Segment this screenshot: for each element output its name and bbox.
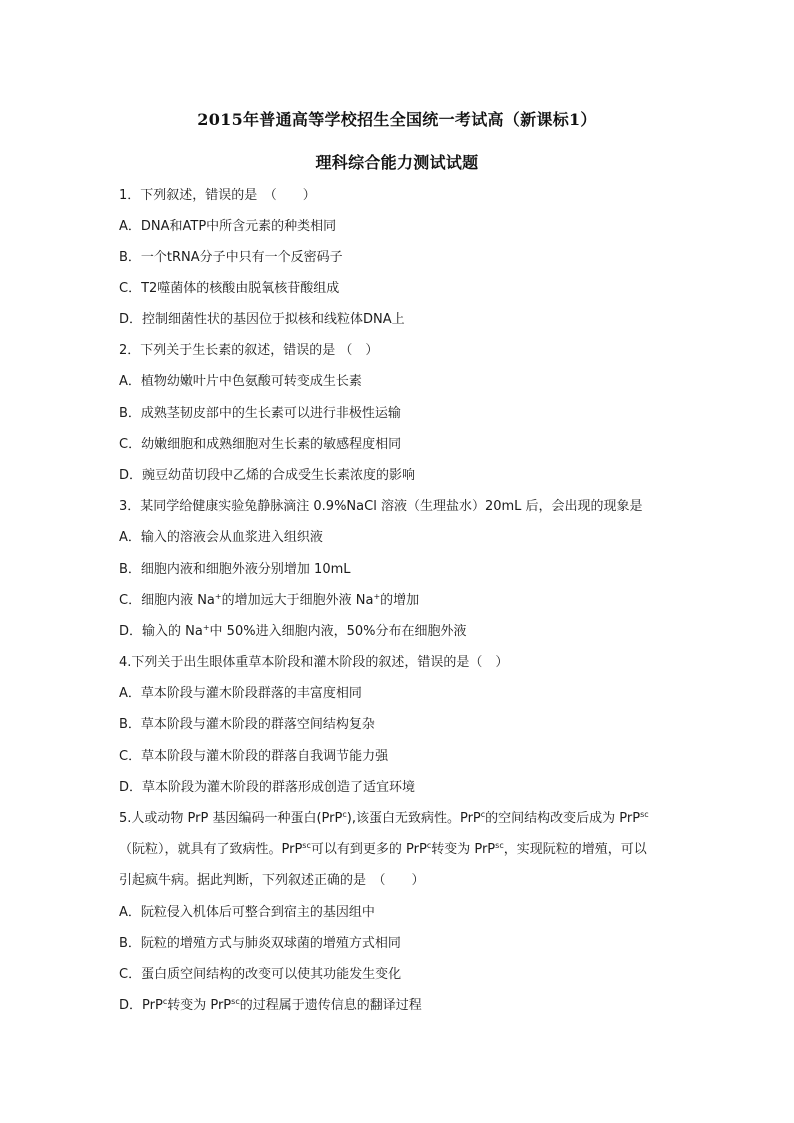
text-segment: D．输入的 Na bbox=[119, 624, 203, 639]
question-1-option-b: B．一个tRNA分子中只有一个反密码子 bbox=[119, 250, 343, 265]
superscript: sc bbox=[302, 841, 311, 850]
question-3-option-b: B．细胞内液和细胞外液分别增加 10mL bbox=[119, 562, 351, 577]
question-5-stem-line-2 bbox=[119, 841, 647, 859]
text-segment: C．细胞内液 Na bbox=[119, 593, 215, 608]
superscript: sc bbox=[640, 810, 649, 819]
question-5-option-c: C．蛋白质空间结构的改变可以使其功能发生变化 bbox=[119, 967, 402, 982]
text-segment: 的增加 bbox=[380, 593, 420, 608]
superscript: sc bbox=[495, 841, 504, 850]
text-segment: 转变为 PrP bbox=[167, 998, 232, 1013]
question-3-stem: 3．某同学给健康实验兔静脉滴注 0.9%NaCl 溶液（生理盐水）20mL 后，会出现的现象是 bbox=[119, 499, 643, 514]
text-segment: （阮粒），就具有了致病性。PrP bbox=[119, 842, 303, 857]
question-5-stem-line-1 bbox=[119, 810, 649, 828]
superscript: + bbox=[373, 592, 381, 601]
exam-title: 2015年普通高等学校招生全国统一考试高（新课标1） bbox=[197, 110, 597, 129]
question-1-option-c: C．T2噬菌体的核酸由脱氧核苷酸组成 bbox=[119, 281, 340, 296]
question-2-option-b: B．成熟茎韧皮部中的生长素可以进行非极性运输 bbox=[119, 406, 401, 421]
text-segment: ，实现阮粒的增殖，可以 bbox=[503, 842, 647, 857]
question-3-option-a: A．输入的溶液会从血浆进入组织液 bbox=[119, 530, 323, 545]
text-segment: 5.人或动物 PrP 基因编码一种蛋白(PrP bbox=[119, 811, 343, 826]
question-5-option-d bbox=[119, 997, 422, 1015]
superscript: c bbox=[480, 810, 486, 819]
question-1-stem: 1．下列叙述，错误的是 （ ） bbox=[119, 188, 316, 203]
question-3-option-c bbox=[119, 592, 419, 610]
question-4-option-d: D．草本阶段为灌木阶段的群落形成创造了适宜环境 bbox=[119, 780, 416, 795]
question-3-option-d bbox=[119, 623, 466, 641]
superscript: c bbox=[162, 997, 168, 1006]
question-1-option-a: A．DNA和ATP中所含元素的种类相同 bbox=[119, 219, 337, 234]
question-4-option-c: C．草本阶段与灌木阶段的群落自我调节能力强 bbox=[119, 749, 389, 764]
superscript: + bbox=[214, 592, 222, 601]
question-4-stem: 4.下列关于出生眼体重草本阶段和灌木阶段的叙述，错误的是（ ） bbox=[119, 655, 509, 670]
question-5-option-b: B．阮粒的增殖方式与肺炎双球菌的增殖方式相同 bbox=[119, 936, 401, 951]
question-4-option-b: B．草本阶段与灌木阶段的群落空间结构复杂 bbox=[119, 717, 375, 732]
question-2-option-a: A．植物幼嫩叶片中色氨酸可转变成生长素 bbox=[119, 374, 362, 389]
text-segment: 可以有到更多的 PrP bbox=[310, 842, 427, 857]
question-5-stem-line-3: 引起疯牛病。据此判断，下列叙述正确的是 （ ） bbox=[119, 873, 425, 888]
text-segment: 中 50%进入细胞内液，50%分布在细胞外液 bbox=[209, 624, 467, 639]
superscript: c bbox=[342, 810, 347, 819]
text-segment: 的增加远大于细胞外液 Na bbox=[221, 593, 374, 608]
superscript: + bbox=[202, 623, 210, 632]
text-segment: 的过程属于遗传信息的翻译过程 bbox=[239, 998, 422, 1013]
text-segment: ),该蛋白无致病性。PrP bbox=[346, 811, 481, 826]
text-segment: 转变为 PrP bbox=[431, 842, 496, 857]
text-segment: 的空间结构改变后成为 PrP bbox=[485, 811, 641, 826]
question-4-option-a: A．草本阶段与灌木阶段群落的丰富度相同 bbox=[119, 686, 362, 701]
question-5-option-a: A．阮粒侵入机体后可整合到宿主的基因组中 bbox=[119, 905, 375, 920]
question-2-stem: 2．下列关于生长素的叙述，错误的是 （ ） bbox=[119, 343, 379, 358]
question-2-option-c: C．幼嫩细胞和成熟细胞对生长素的敏感程度相同 bbox=[119, 437, 402, 452]
superscript: sc bbox=[231, 997, 240, 1006]
text-segment: D．PrP bbox=[119, 998, 163, 1013]
question-2-option-d: D．豌豆幼苗切段中乙烯的合成受生长素浓度的影响 bbox=[119, 468, 416, 483]
superscript: c bbox=[426, 841, 432, 850]
question-1-option-d: D．控制细菌性状的基因位于拟核和线粒体DNA上 bbox=[119, 312, 405, 327]
exam-subtitle: 理科综合能力测试试题 bbox=[315, 153, 479, 172]
